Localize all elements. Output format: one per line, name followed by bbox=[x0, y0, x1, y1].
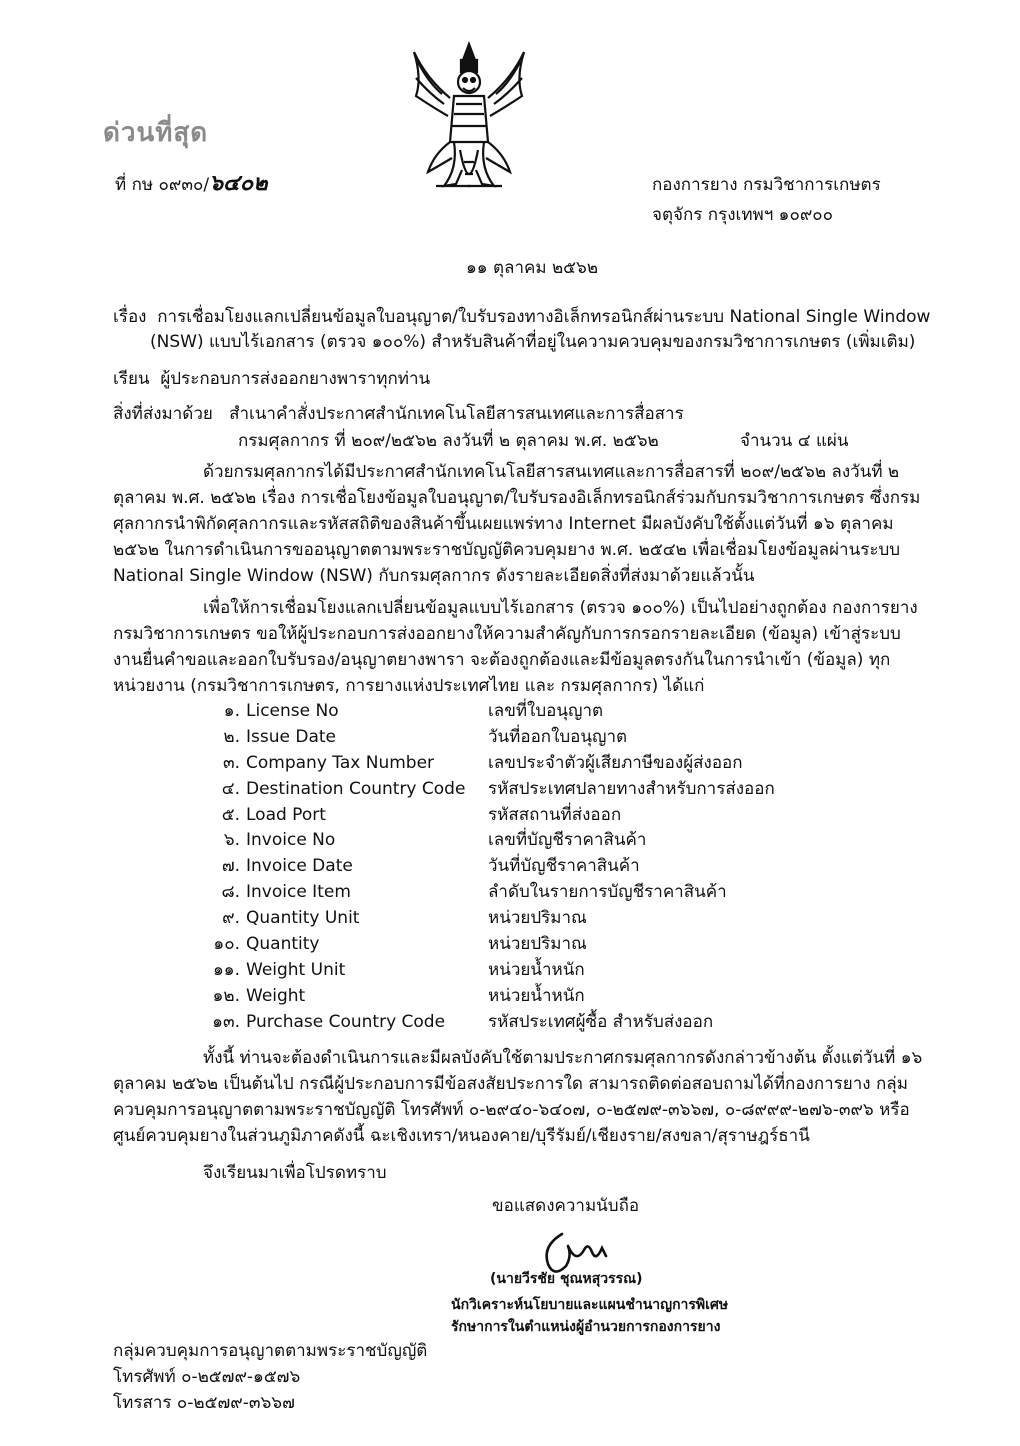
enclosure-label: สิ่งที่ส่งมาด้วย bbox=[113, 404, 213, 424]
item-label: Quantity Unit bbox=[246, 908, 360, 929]
item-number: ๙. bbox=[222, 908, 240, 929]
list-item bbox=[200, 906, 840, 932]
item-number: ๒. bbox=[223, 726, 240, 747]
sender-address-line1: กองการยาง กรมวิชาการเกษตร bbox=[652, 175, 881, 195]
item-description: รหัสประเทศปลายทางสำหรับการส่งออก bbox=[488, 778, 775, 799]
item-label: Load Port bbox=[246, 804, 326, 825]
item-label: Quantity bbox=[246, 934, 320, 955]
item-description: รหัสสถานที่ส่งออก bbox=[488, 804, 622, 825]
item-label: Weight bbox=[246, 985, 306, 1006]
item-description: วันที่บัญชีราคาสินค้า bbox=[488, 856, 640, 877]
item-number: ๓. bbox=[222, 752, 240, 773]
recipient-label: เรียน bbox=[113, 369, 150, 389]
list-item bbox=[200, 777, 840, 803]
item-number: ๑๑. bbox=[213, 959, 240, 980]
footer-fax: โทรสาร ๐-๒๕๗๙-๓๖๖๗ bbox=[113, 1393, 295, 1413]
item-description: หน่วยน้ำหนัก bbox=[488, 959, 585, 980]
body-paragraph-1: ด้วยกรมศุลกากรได้มีประกาศสำนักเทคโนโลยีสารสนเทศและการสื่อสารที่ ๒๐๙/๒๕๖๒ ลงวันที่ ๒ ตุลาคม พ.ศ. ๒๕๖๒ เรื่อง การเชื่อโยงข้อมูลใบอนุญาต/ใบรับรองอิเล็กทรอนิกส์ร่วมกับกรมวิชาการเกษตร ซึ่งกรมศุลกากรนำพิกัดศุลกากรและรหัสสถิติของสินค้าขึ้นเผยแพร่ทาง Internet มีผลบังคับใช้ตั้งแต่วันที่ ๑๖ ตุลาคม ๒๕๖๒ ในการดำเนินการขออนุญาตตามพระราชบัญญัติควบคุมยาง พ.ศ. ๒๕๔๒ เพื่อเชื่อมโยงข้อมูลผ่านระบบ National Single Window (NSW) กับกรมศุลกากร ดังรายละเอียดสิ่งที่ส่งมาด้วยแล้วนั้น bbox=[113, 462, 921, 586]
garuda-emblem-icon bbox=[404, 38, 534, 203]
closing-sentence: จึงเรียนมาเพื่อโปรดทราบ bbox=[203, 1163, 387, 1183]
signer-name: (นายวีรชัย ชุณหสุวรรณ) bbox=[490, 1271, 643, 1287]
list-item bbox=[200, 958, 840, 984]
item-number: ๕. bbox=[221, 804, 240, 825]
item-description: เลขประจำตัวผู้เสียภาษีของผู้ส่งออก bbox=[488, 752, 743, 773]
item-number: ๑. bbox=[223, 701, 240, 721]
item-label: Issue Date bbox=[246, 726, 336, 747]
list-item bbox=[200, 751, 840, 777]
item-number: ๑๓. bbox=[212, 1011, 240, 1032]
list-item bbox=[200, 984, 840, 1010]
enclosure-line2: กรมศุลกากร ที่ ๒๐๙/๒๕๖๒ ลงวันที่ ๒ ตุลาคม พ.ศ. ๒๕๖๒ bbox=[238, 431, 659, 451]
signer-position-2: รักษาการในตำแหน่งผู้อำนวยการกองการยาง bbox=[451, 1319, 721, 1335]
item-number: ๑๒. bbox=[212, 985, 240, 1006]
enclosure-line1 bbox=[113, 401, 684, 427]
item-label: Invoice No bbox=[246, 830, 336, 851]
item-label: Invoice Date bbox=[246, 856, 353, 877]
item-number: ๗. bbox=[221, 856, 240, 877]
footer-unit: กลุ่มควบคุมการอนุญาตตามพระราชบัญญัติ bbox=[113, 1341, 428, 1361]
recipient-text: ผู้ประกอบการส่งออกยางพาราทุกท่าน bbox=[160, 369, 431, 389]
subject-text-1: การเชื่อมโยงแลกเปลี่ยนข้อมูลใบอนุญาต/ใบรับรองทางอิเล็กทรอนิกส์ผ่านระบบ National Single Window bbox=[157, 307, 931, 327]
item-label: License No bbox=[246, 701, 339, 721]
item-label: Company Tax Number bbox=[246, 752, 435, 773]
sender-address-line2: จตุจักร กรุงเทพฯ ๑๐๙๐๐ bbox=[652, 205, 834, 225]
item-number: ๘. bbox=[221, 882, 240, 903]
item-label: Destination Country Code bbox=[246, 778, 466, 799]
item-description: รหัสประเทศผู้ซื้อ สำหรับส่งออก bbox=[488, 1011, 714, 1032]
enclosure-text-1: สำเนาคำสั่งประกาศสำนักเทคโนโลยีสารสนเทศและการสื่อสาร bbox=[229, 404, 684, 424]
list-item bbox=[200, 803, 840, 829]
list-item bbox=[200, 725, 840, 751]
body-paragraph-3: ทั้งนี้ ท่านจะต้องดำเนินการและมีผลบังคับใช้ตามประกาศกรมศุลกากรดังกล่าวข้างต้น ตั้งแต่วันที่ ๑๖ ตุลาคม ๒๕๖๒ เป็นต้นไป กรณีผู้ประกอบการมีข้อสงสัยประการใด สามารถติดต่อสอบถามได้ที่กองการยาง กลุ่มควบคุมการอนุญาตตามพระราชบัญญัติ โทรศัพท์ ๐-๒๙๔๐-๖๔๐๗, ๐-๒๕๗๙-๓๖๖๗, ๐-๘๙๙๙-๒๗๖-๓๙๖ หรือ ศูนย์ควบคุมยางในส่วนภูมิภาคดังนี้ ฉะเชิงเทรา/หนองคาย/บุรีรัมย์/เชียงราย/สงขลา/สุราษฎร์ธานี bbox=[113, 1048, 923, 1146]
recipient bbox=[113, 366, 430, 392]
document-number bbox=[115, 170, 268, 198]
list-item bbox=[200, 932, 840, 958]
item-description: เลขที่ใบอนุญาต bbox=[488, 701, 604, 721]
list-item bbox=[200, 880, 840, 906]
list-item bbox=[200, 854, 840, 880]
body-paragraph-2: เพื่อให้การเชื่อมโยงแลกเปลี่ยนข้อมูลแบบไร้เอกสาร (ตรวจ ๑๐๐%) เป็นไปอย่างถูกต้อง กองการยาง กรมวิชาการเกษตร ขอให้ผู้ประกอบการส่งออกยางให้ความสำคัญกับการกรอกรายละเอียด (ข้อมูล) เข้าสู่ระบบงานยื่นคำขอและออกใบรับรอง/อนุญาตยางพารา จะต้องถูกต้องและมีข้อมูลตรงกันในการนำเข้า (ข้อมูล) ทุกหน่วยงาน (กรมวิชาการเกษตร, การยางแห่งประเทศไทย และ กรมศุลกากร) ได้แก่ bbox=[113, 598, 918, 696]
document-number-handwritten: ๖๔๐๒ bbox=[209, 170, 268, 196]
subject-line1 bbox=[113, 304, 930, 330]
item-number: ๖. bbox=[223, 830, 240, 851]
enclosure-quantity: จำนวน ๔ แผ่น bbox=[740, 431, 849, 451]
item-label: Weight Unit bbox=[246, 959, 346, 980]
regards: ขอแสดงความนับถือ bbox=[492, 1196, 640, 1216]
item-description: หน่วยน้ำหนัก bbox=[488, 985, 585, 1006]
item-label: Purchase Country Code bbox=[246, 1011, 446, 1032]
document-date: ๑๑ ตุลาคม ๒๕๖๒ bbox=[466, 258, 599, 278]
item-label: Invoice Item bbox=[246, 882, 351, 903]
item-description: เลขที่บัญชีราคาสินค้า bbox=[488, 830, 647, 851]
signer-position-1: นักวิเคราะห์นโยบายและแผนชำนาญการพิเศษ bbox=[451, 1297, 729, 1313]
subject-label: เรื่อง bbox=[113, 307, 147, 327]
field-list bbox=[200, 699, 840, 1036]
item-number: ๔. bbox=[221, 778, 240, 799]
footer-phone: โทรศัพท์ ๐-๒๕๗๙-๑๕๗๖ bbox=[113, 1367, 301, 1387]
subject-line2: (NSW) แบบไร้เอกสาร (ตรวจ ๑๐๐%) สำหรับสินค้าที่อยู่ในความควบคุมของกรมวิชาการเกษตร (เพิ่มเติม) bbox=[150, 332, 916, 352]
item-description: ลำดับในรายการบัญชีราคาสินค้า bbox=[488, 882, 727, 903]
list-item bbox=[200, 1010, 840, 1036]
item-description: วันที่ออกใบอนุญาต bbox=[488, 726, 628, 747]
item-description: หน่วยปริมาณ bbox=[488, 934, 587, 955]
list-item bbox=[200, 828, 840, 854]
item-description: หน่วยปริมาณ bbox=[488, 908, 587, 929]
urgency-stamp: ด่วนที่สุด bbox=[103, 118, 209, 148]
document-number-prefix: ที่ กษ ๐๙๓๐/ bbox=[115, 175, 210, 195]
list-item bbox=[200, 699, 840, 725]
item-number: ๑๐. bbox=[213, 934, 240, 955]
